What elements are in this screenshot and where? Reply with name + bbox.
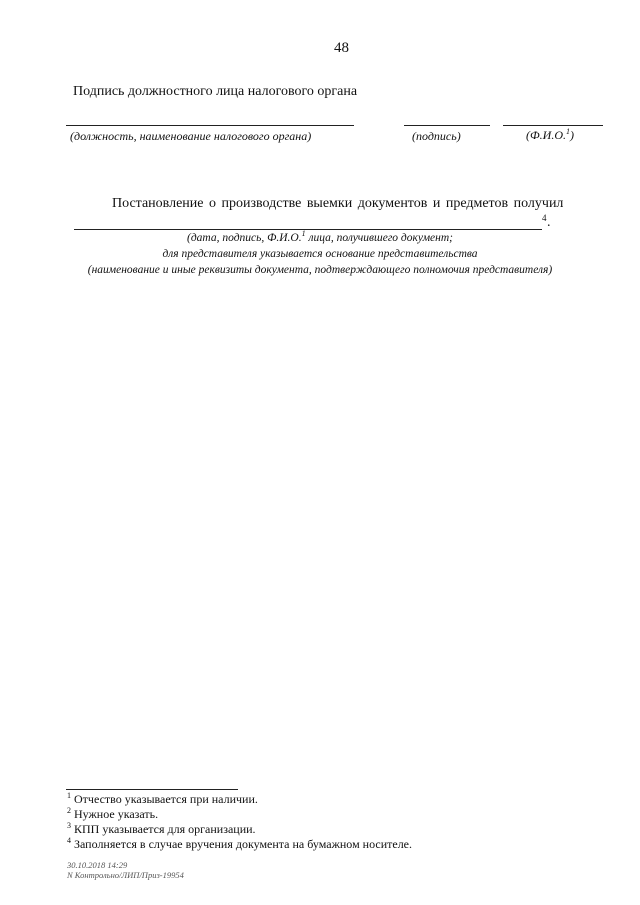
receipt-caption-line1: (дата, подпись, Ф.И.О.$^1$ лица, получившего документ;	[187, 229, 453, 244]
receipt-caption-line2: для представителя указывается основание представительства	[162, 248, 478, 260]
footnote-separator	[66, 789, 238, 790]
footnote-ref-4: 4	[542, 213, 547, 223]
page-number: 48	[334, 40, 349, 56]
footnote-4: $^4$ Заполняется в случае вручения документа на бумажном носителе.	[67, 836, 413, 851]
footnote-2: $^2$ Нужное указать.	[67, 806, 159, 821]
receipt-period: .	[547, 215, 551, 230]
position-line	[66, 125, 354, 126]
signature-caption: (подпись)	[412, 129, 461, 143]
name-line	[503, 125, 603, 126]
name-caption: (Ф.И.О.$^1$)	[526, 127, 574, 142]
footnote-1: $^1$ Отчество указывается при наличии.	[67, 791, 258, 806]
registration-stamp-number: N Контрольно/ЛИП/Приз-19954	[67, 870, 184, 880]
signature-title: Подпись должностного лица налогового органа	[73, 84, 358, 99]
receipt-line	[74, 229, 542, 230]
decree-text: Постановление о производстве выемки документов и предметов получил	[112, 196, 564, 211]
registration-stamp-date: 30.10.2018 14:29	[67, 860, 128, 870]
position-caption: (должность, наименование налогового органа)	[70, 129, 312, 143]
signature-line	[404, 125, 490, 126]
receipt-caption-line3: (наименование и иные реквизиты документа, подтверждающего полномочия представителя)	[87, 264, 553, 276]
footnote-3: $^3$ КПП указывается для организации.	[67, 821, 256, 836]
